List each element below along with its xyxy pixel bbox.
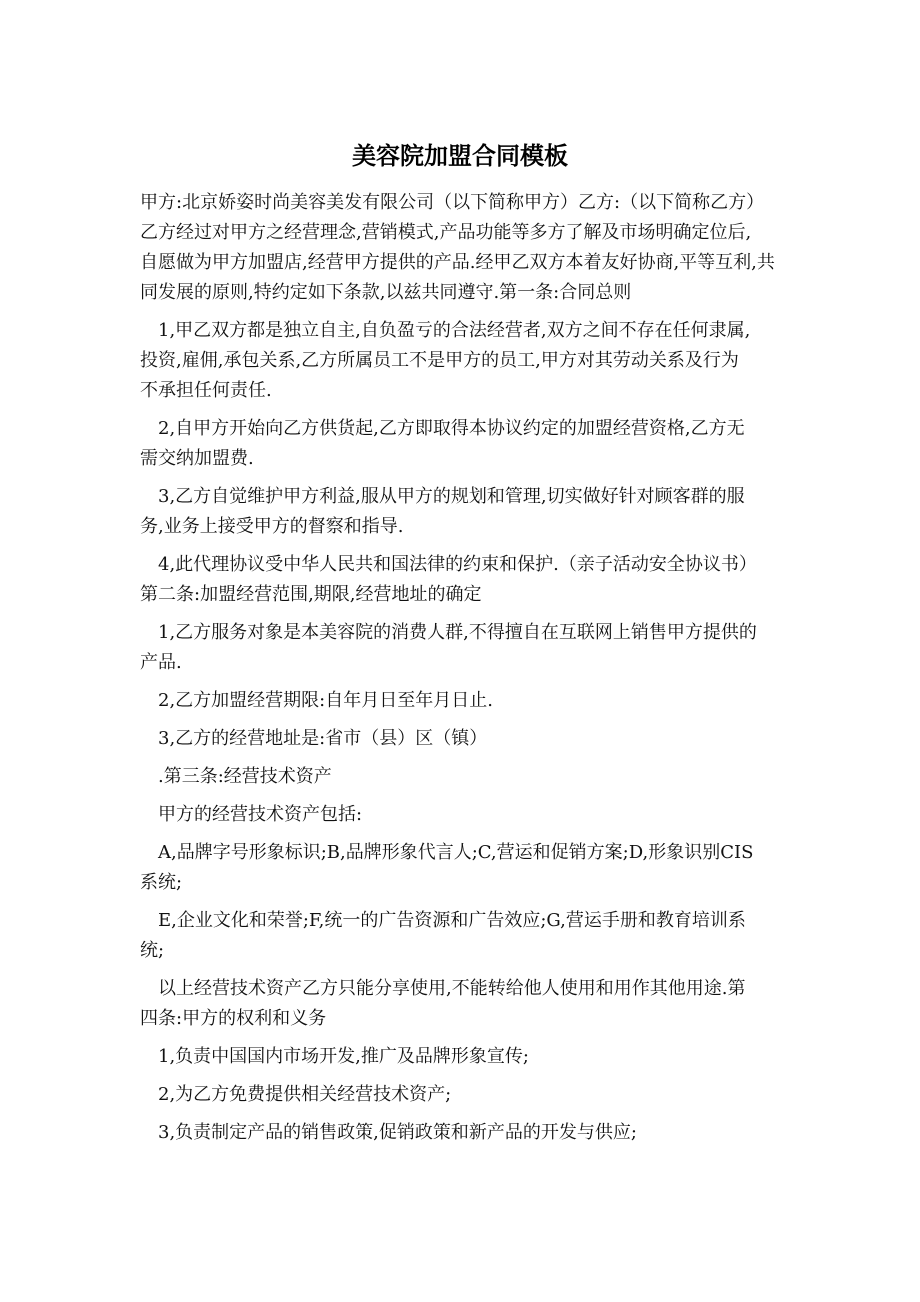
section-heading: .第三条:经营技术资产 [158, 766, 332, 787]
clause-line: 1,负责中国国内市场开发,推广及品牌形象宣传; [158, 1046, 529, 1067]
text-line: 需交纳加盟费. [140, 448, 254, 469]
text-line: 系统; [140, 872, 183, 893]
section-heading: 四条:甲方的权利和义务 [140, 1008, 327, 1029]
clause-line: 3,乙方的经营地址是:省市（县）区（镇） [158, 728, 488, 749]
clause-line: 1,乙方服务对象是本美容院的消费人群,不得擅自在互联网上销售甲方提供的 [158, 622, 757, 643]
clause-line: 2,乙方加盟经营期限:自年月日至年月日止. [158, 690, 493, 711]
clause-line: 2,为乙方免费提供相关经营技术资产; [158, 1084, 452, 1105]
clause-line: 3,负责制定产品的销售政策,促销政策和新产品的开发与供应; [158, 1122, 637, 1143]
clause-line: 甲方的经营技术资产包括: [158, 804, 363, 825]
clause-line: E,企业文化和荣誉;F,统一的广告资源和广告效应;G,营运手册和教育培训系 [158, 910, 746, 931]
text-line: 自愿做为甲方加盟店,经营甲方提供的产品.经甲乙双方本着友好协商,平等互利,共 [140, 252, 775, 273]
text-line: 务,业务上接受甲方的督察和指导. [140, 516, 404, 537]
text-line: 投资,雇佣,承包关系,乙方所属员工不是甲方的员工,甲方对其劳动关系及行为 [140, 350, 739, 371]
section-heading: 第二条:加盟经营范围,期限,经营地址的确定 [140, 584, 482, 605]
clause-line: 3,乙方自觉维护甲方利益,服从甲方的规划和管理,切实做好针对顾客群的服 [158, 486, 745, 507]
text-line: 统; [140, 940, 165, 961]
text-line: 产品. [140, 652, 182, 673]
text-line: 不承担任何责任. [140, 380, 272, 401]
clause-line: A,品牌字号形象标识;B,品牌形象代言人;C,营运和促销方案;D,形象识别CIS [158, 842, 754, 863]
document-body [140, 188, 820, 1148]
document-title: 美容院加盟合同模板 [352, 142, 568, 170]
clause-line: 1,甲乙双方都是独立自主,自负盈亏的合法经营者,双方之间不存在任何隶属, [158, 320, 751, 341]
clause-line: 4,此代理协议受中华人民共和国法律的约束和保护.（亲子活动安全协议书） [158, 554, 757, 575]
clause-line: 2,自甲方开始向乙方供货起,乙方即取得本协议约定的加盟经营资格,乙方无 [158, 418, 745, 439]
text-line: 甲方:北京娇姿时尚美容美发有限公司（以下简称甲方）乙方:（以下简称乙方） [140, 192, 765, 213]
clause-line: 以上经营技术资产乙方只能分享使用,不能转给他人使用和用作其他用途.第 [158, 978, 746, 999]
text-line: 同发展的原则,特约定如下条款,以兹共同遵守.第一条:合同总则 [140, 282, 632, 303]
text-line: 乙方经过对甲方之经营理念,营销模式,产品功能等多方了解及市场明确定位后, [140, 222, 752, 243]
